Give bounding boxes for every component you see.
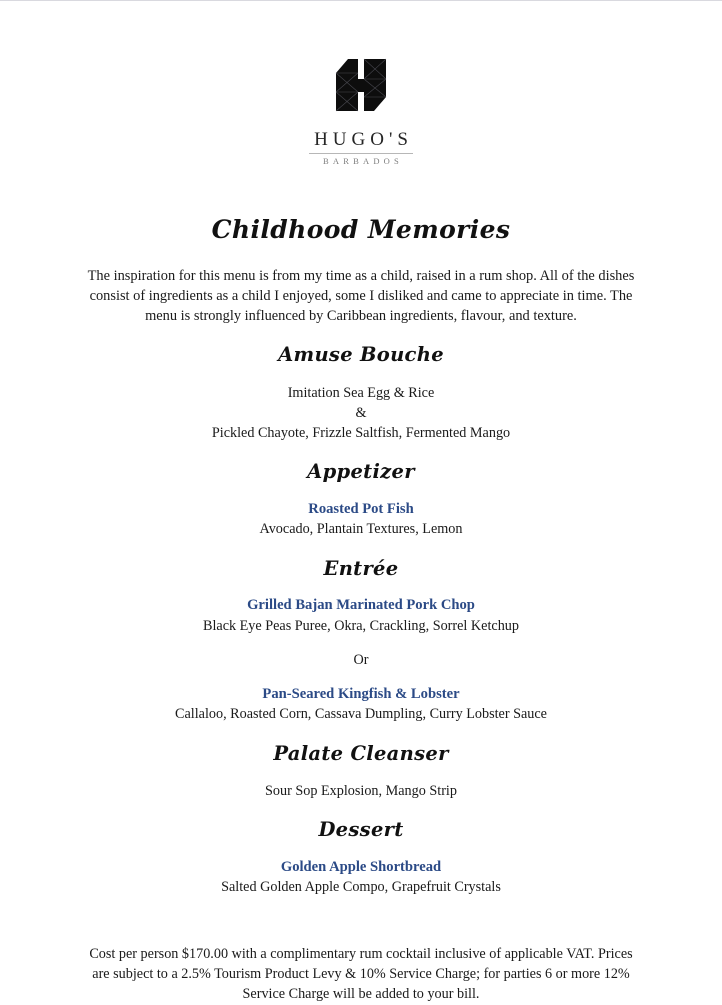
- dish-or-separator: Or: [353, 652, 369, 669]
- dish-item-alternate: [0, 685, 722, 725]
- hugos-h-monogram-icon: [332, 57, 390, 113]
- dish-item: [0, 858, 722, 898]
- course-heading: Palate Cleanser: [273, 741, 449, 765]
- course-lines: [0, 383, 722, 443]
- brand-header: [0, 1, 722, 169]
- brand-name: HUGO'S: [314, 129, 413, 150]
- course-line-ampersand: &: [355, 404, 367, 421]
- brand-wordmark: [309, 130, 413, 166]
- course-heading: Appetizer: [307, 460, 415, 484]
- dish-description: Black Eye Peas Puree, Okra, Crackling, Sorrel Ketchup: [203, 617, 519, 634]
- course-line: Sour Sop Explosion, Mango Strip: [265, 783, 457, 800]
- wordmark-divider: [309, 153, 413, 154]
- menu-content: [0, 215, 722, 1005]
- dish-name: Roasted Pot Fish: [308, 500, 414, 517]
- dish-item: [0, 500, 722, 540]
- dish-description: Callaloo, Roasted Corn, Cassava Dumpling, Curry Lobster Sauce: [175, 706, 547, 723]
- dish-description: Avocado, Plantain Textures, Lemon: [259, 521, 463, 538]
- course-heading: Entrée: [323, 556, 399, 580]
- page-title: Childhood Memories: [211, 215, 511, 244]
- dish-name: Pan-Seared Kingfish & Lobster: [262, 685, 460, 702]
- brand-location: BARBADOS: [323, 156, 403, 166]
- pricing-footnote: Cost per person $170.00 with a complimentary rum cocktail inclusive of applicable VAT. Prices are subject to a 2.5% Tourism Product Levy & 10% Service Charge; for parties 6 or more 12% Service Charge will be added to your bill.: [89, 945, 633, 1002]
- dish-item: [0, 596, 722, 636]
- course-line: Pickled Chayote, Frizzle Saltfish, Fermented Mango: [211, 425, 511, 442]
- dish-name: Golden Apple Shortbread: [280, 858, 442, 875]
- dish-description: Salted Golden Apple Compo, Grapefruit Crystals: [221, 879, 501, 896]
- course-amuse-bouche: [0, 342, 722, 443]
- course-dessert: [0, 817, 722, 898]
- menu-intro-text: The inspiration for this menu is from my time as a child, raised in a rum shop. All of the dishes consist of ingredients as a child I enjoyed, some I disliked and came to appreciate in time. The menu is strongly influenced by Caribbean ingredients, flavour, and texture.: [87, 268, 635, 325]
- course-heading: Amuse Bouche: [278, 343, 444, 367]
- course-appetizer: [0, 459, 722, 540]
- course-entree: [0, 556, 722, 725]
- dish-name: Grilled Bajan Marinated Pork Chop: [247, 597, 475, 614]
- course-line: Imitation Sea Egg & Rice: [287, 384, 435, 401]
- course-heading: Dessert: [318, 818, 404, 842]
- course-lines: [0, 781, 722, 801]
- course-palate-cleanser: [0, 741, 722, 801]
